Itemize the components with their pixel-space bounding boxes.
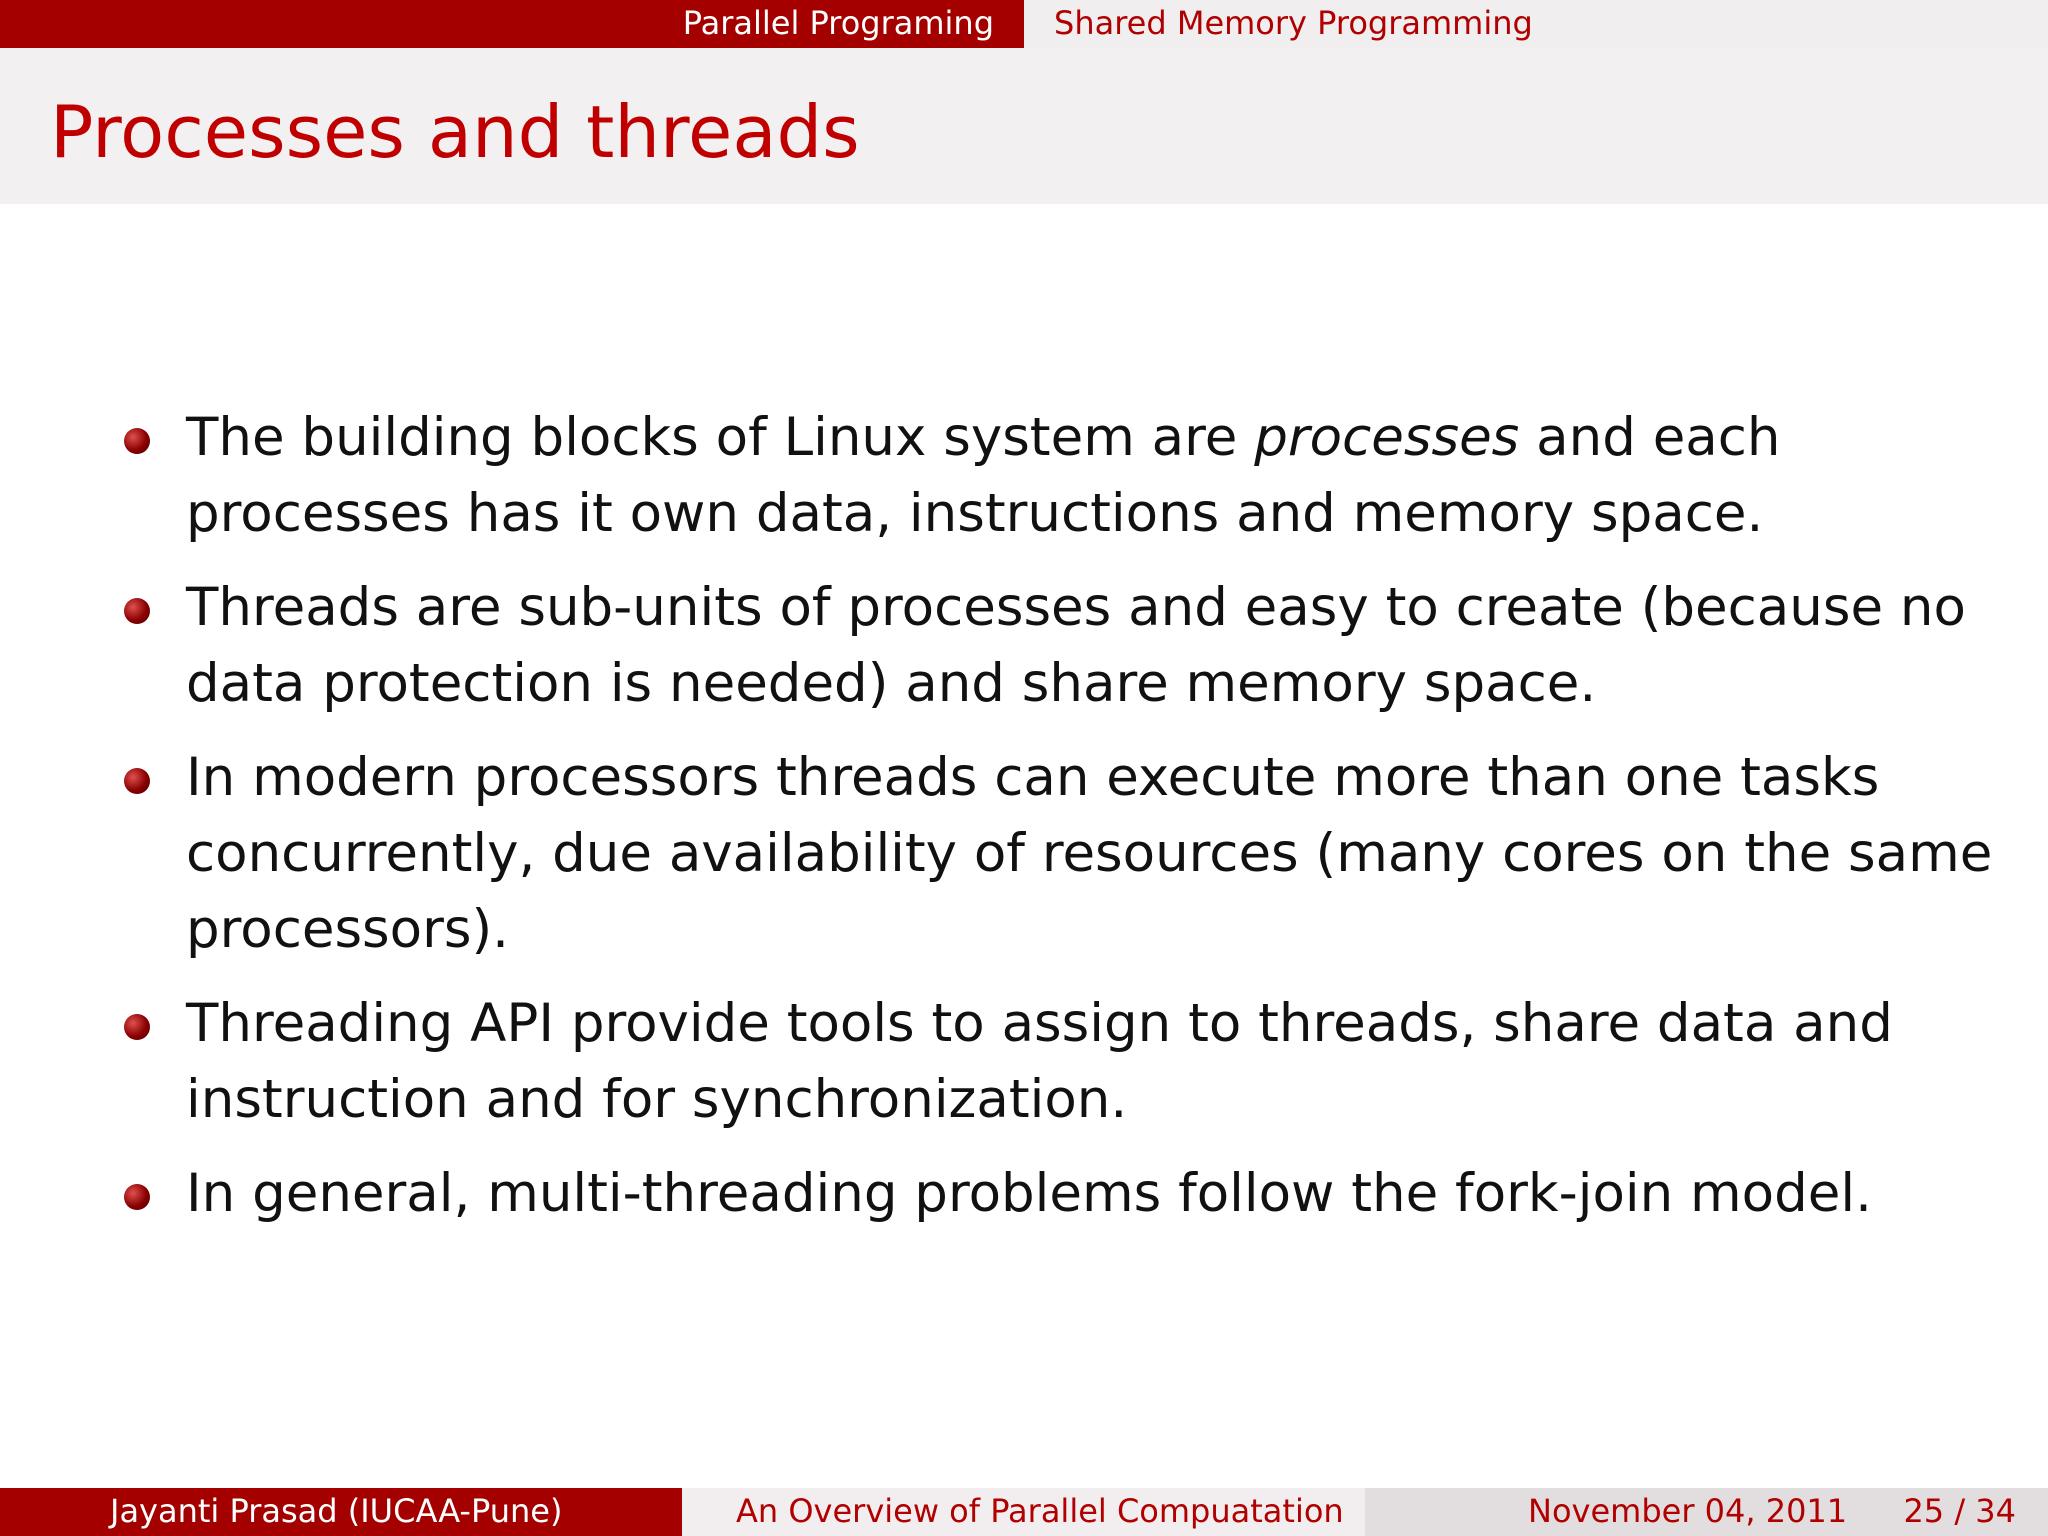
bullet-emphasis: processes [1254,407,1520,468]
page-number: 25 / 34 [1903,1492,2016,1530]
bullet-item [186,740,2016,968]
footer-title-cell [682,1488,1365,1536]
slide-title: Processes and threads [50,90,860,174]
bullet-item [186,1156,2016,1232]
bullet-ball-icon [124,428,150,454]
bullet-text-end: and each processes has it own data, instructions and memory space. [186,407,1781,544]
footer-author-cell [0,1488,682,1536]
bullet-ball-icon [124,1184,150,1210]
footer-date: November 04, 2011 [1528,1492,1848,1530]
footer-bar [0,1488,2048,1536]
footer-date-cell [1365,1488,2048,1536]
header-section-link[interactable]: Parallel Programing [682,4,994,42]
footer-author: Jayanti Prasad (IUCAA-Pune) [110,1492,563,1530]
bullet-text: Threads are sub-units of processes and easy to create (because no data protection is needed) and share memory space. [186,577,1966,714]
footer-talk-title: An Overview of Parallel Compuatation [736,1492,1344,1530]
bullet-item [186,986,2016,1138]
bullet-item [186,570,2016,722]
header-subsection-link[interactable]: Shared Memory Programming [1054,4,1533,42]
bullet-text-start: The building blocks of Linux system are [186,407,1255,468]
bullet-text: In general, multi-threading problems follow the fork-join model. [186,1163,1872,1224]
bullet-ball-icon [124,768,150,794]
bullet-ball-icon [124,1014,150,1040]
bullet-text: Threading API provide tools to assign to threads, share data and instruction and for synchronization. [186,993,1893,1130]
bullet-text: In modern processors threads can execute more than one tasks concurrently, due availability of resources (many cores on the same processors). [186,747,1993,960]
frame-title-bar [0,48,2048,204]
bullet-ball-icon [124,598,150,624]
slide-content [0,400,2048,1250]
header-navigation-bar [0,0,2048,48]
bullet-item [186,400,2016,552]
